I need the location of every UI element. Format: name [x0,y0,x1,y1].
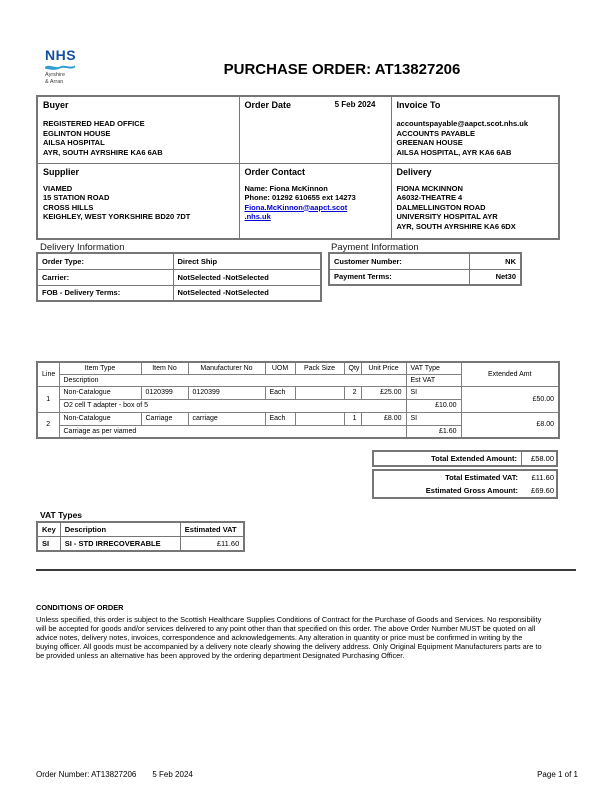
table-row [37,253,321,269]
col-qty: Qty [344,362,361,374]
item-manufacturer-no: 0120399 [188,386,265,399]
item-vat-type: SI [406,412,461,425]
supplier-label: Supplier [43,166,80,177]
order-contact-details [245,184,386,222]
page-footer [36,770,578,779]
nhs-wave-icon [45,63,75,70]
total-extended-box [372,450,558,467]
total-vat-row [374,471,556,484]
delivery-label: Delivery [396,166,432,177]
total-extended-label: Total Extended Amount: [374,452,522,465]
vat-types-table [36,521,245,552]
vat-estimated-value: £11.60 [180,537,244,552]
gross-amount-label: Estimated Gross Amount: [425,486,518,495]
invoice-to-cell [391,96,559,163]
item-row-main [37,386,559,399]
table-row [329,269,521,285]
order-date-cell [239,96,391,163]
carrier-value: NotSelected -NotSelected [173,269,321,285]
item-qty: 2 [344,386,361,399]
order-type-value: Direct Ship [173,253,321,269]
order-date-value: 5 Feb 2024 [334,100,376,109]
customer-number-label: Customer Number: [329,253,469,269]
item-no: 0120399 [141,386,188,399]
item-extended-amt: £8.00 [461,412,559,438]
parties-table [36,95,560,240]
contact-email-link[interactable]: Fiona.McKinnon@aapct.scot .nhs.uk [244,202,348,221]
delivery-info-heading: Delivery Information [40,242,125,253]
item-uom: Each [265,412,295,425]
payment-info-table [328,252,522,286]
item-uom: Each [265,386,295,399]
divider-line [36,569,576,571]
vat-description-header: Description [60,522,180,537]
vat-description-value: SI - STD IRRECOVERABLE [60,537,180,552]
payment-terms-label: Payment Terms: [329,269,469,285]
total-vat-value: £11.60 [531,473,554,482]
item-line: 2 [37,412,59,438]
footer-page-number: Page 1 of 1 [537,770,578,779]
gross-amount-value: £69.60 [531,486,554,495]
item-type: Non-Catalogue [59,412,141,425]
table-row [329,253,521,269]
conditions-heading: CONDITIONS OF ORDER [36,603,124,612]
table-row [37,269,321,285]
fob-terms-value: NotSelected -NotSelected [173,285,321,301]
buyer-label: Buyer [43,100,69,110]
item-no: Carriage [141,412,188,425]
table-row [37,522,244,537]
invoice-to-address: accountspayable@aapct.scot.nhs.uk ACCOUNTS PAYABLE GREENAN HOUSE AILSA HOSPITAL, AYR KA6 6AB [396,119,529,157]
col-item-no: Item No [141,362,188,374]
item-pack-size [295,412,344,425]
item-line: 1 [37,386,59,412]
payment-terms-value: Net30 [469,269,521,285]
order-contact-label: Order Contact [244,166,306,177]
col-extended-amt: Extended Amt [461,362,559,386]
payment-info-heading: Payment Information [331,242,419,253]
nhs-logo-text: NHS [45,47,77,63]
item-row-main [37,412,559,425]
conditions-section [36,603,544,660]
footer-date: 5 Feb 2024 [152,770,193,779]
order-date-label: Order Date [244,100,292,110]
delivery-address: FIONA MCKINNON A6032-THEATRE 4 DALMELLINGTON ROAD UNIVERSITY HOSPITAL AYR AYR, SOUTH AYRSHIRE KA6 6DX [396,183,516,231]
col-line: Line [37,362,59,386]
item-extended-amt: £50.00 [461,386,559,412]
line-items-table [36,361,560,439]
item-vat-type: SI [406,386,461,399]
table-row [37,96,559,163]
item-unit-price: £8.00 [361,412,406,425]
item-type: Non-Catalogue [59,386,141,399]
footer-left [36,770,193,779]
col-uom: UOM [265,362,295,374]
item-qty: 1 [344,412,361,425]
table-row [37,537,244,552]
vat-key-header: Key [37,522,60,537]
nhs-org-name: Ayrshire & Arran [45,72,66,85]
table-row [37,285,321,301]
item-description: Carriage as per viamed [59,425,406,438]
customer-number-value: NK [469,253,521,269]
item-pack-size [295,386,344,399]
total-extended-value: £58.00 [531,454,554,463]
item-manufacturer-no: carriage [188,412,265,425]
supplier-cell [37,163,239,239]
supplier-address: VIAMED 15 STATION ROAD CROSS HILLS KEIGHLEY, WEST YORKSHIRE BD20 7DT [43,183,191,221]
item-unit-price: £25.00 [361,386,406,399]
col-item-type: Item Type [59,362,141,374]
page-title: PURCHASE ORDER: AT13827206 [223,61,461,78]
order-contact-cell [239,163,391,239]
order-type-label: Order Type: [37,253,173,269]
col-unit-price: Unit Price [361,362,406,374]
delivery-cell [391,163,559,239]
col-vat-type: VAT Type [406,362,461,374]
col-pack-size: Pack Size [295,362,344,374]
item-est-vat: £10.00 [406,399,461,412]
delivery-info-table [36,252,322,302]
item-est-vat: £1.60 [406,425,461,438]
fob-terms-label: FOB - Delivery Terms: [37,285,173,301]
conditions-body: Unless specified, this order is subject to the Scottish Healthcare Supplies Conditions of Contract for the Purchase of Goods and Services. No responsibility will be accepted for goods and/or services delivered to any point other than that specified on this order. The above Order Number MUST be quoted on all advice notes, delivery notes, invoices, correspondence and acknowledgements. Any alteration in quantity or price must be confirmed in writing by the buying officer. All goods must be accompanied by a delivery note clearly showing the delivery address. Only Original Equipment Manufacturers parts are to be provided unless an alternative has been approved by the ordering department Designated Purchasing Officer. [36,615,542,660]
footer-order-number: Order Number: AT13827206 [36,770,137,779]
item-description: O2 cell T adapter - box of 5 [59,399,406,412]
vat-types-heading: VAT Types [40,510,83,520]
vat-key-value: SI [37,537,60,552]
totals-summary-box [372,469,558,499]
vat-estimated-header: Estimated VAT [180,522,244,537]
contact-phone: Phone: 01292 610655 ext 14273 [244,193,356,202]
items-header-row-1 [37,362,559,374]
buyer-cell [37,96,239,163]
col-description: Description [59,374,406,386]
invoice-to-label: Invoice To [396,100,441,110]
carrier-label: Carrier: [37,269,173,285]
total-vat-label: Total Estimated VAT: [445,473,518,482]
gross-amount-row [374,484,556,497]
col-manufacturer-no: Manufacturer No [188,362,265,374]
table-row [37,163,559,239]
contact-name: Name: Fiona McKinnon [244,183,328,193]
buyer-address: REGISTERED HEAD OFFICE EGLINTON HOUSE AILSA HOSPITAL AYR, SOUTH AYRSHIRE KA6 6AB [43,119,163,157]
col-est-vat: Est VAT [406,374,461,386]
